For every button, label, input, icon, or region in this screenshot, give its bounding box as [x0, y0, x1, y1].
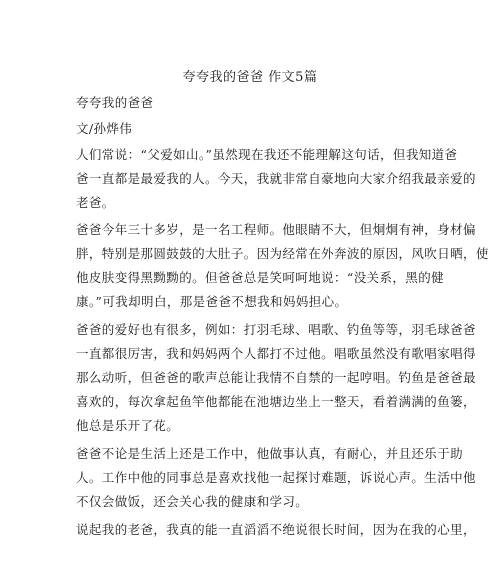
text-line: 胖，特别是那圆鼓鼓的大肚子。因为经常在外奔波的原因，风吹日晒，使 — [76, 246, 489, 261]
document-title: 夸夸我的爸爸 作文5篇 — [182, 70, 318, 85]
text-line: 爸爸的爱好也有很多，例如：打羽毛球、唱歌、钓鱼等等，羽毛球爸爸 — [76, 322, 476, 337]
author-line: 文/孙烨伟 — [76, 121, 133, 136]
text-line: 他总是乐开了花。 — [76, 418, 180, 433]
text-line: 他皮肤变得黑黝黝的。但爸爸总是笑呵呵地说：“没关系，黑的健 — [76, 270, 444, 285]
text-line: 一直都很厉害，我和妈妈两个人都打不过他。唱歌虽然没有歌唱家唱得 — [76, 346, 476, 361]
text-line: 人。工作中他的同事总是喜欢找他一起探讨难题，诉说心声。生活中他 — [76, 470, 476, 485]
text-line: 说起我的老爸，我真的能一直滔滔不绝说很长时间，因为在我的心里， — [76, 522, 476, 537]
text-line: 那么动听，但爸爸的歌声总能让我情不自禁的一起哼唱。钓鱼是爸爸最 — [76, 370, 476, 385]
text-line: 爸爸不论是生活上还是工作中，他做事认真，有耐心，并且还乐于助 — [76, 446, 464, 461]
text-line: 不仅会做饭，还会关心我的健康和学习。 — [76, 494, 309, 509]
text-line: 康。”可我却明白，那是爸爸不想我和妈妈担心。 — [76, 294, 348, 309]
essay-subtitle: 夸夸我的爸爸 — [76, 95, 154, 110]
text-line: 喜欢的，每次拿起鱼竿他都能在池塘边坐上一整天，看着满满的鱼篓， — [76, 394, 476, 409]
text-line: 人们常说：“父爱如山。”虽然现在我还不能理解这句话，但我知道爸 — [76, 147, 458, 162]
text-line: 爸爸今年三十多岁，是一名工程师。他眼睛不大，但炯炯有神，身材偏 — [76, 222, 476, 237]
text-line: 爸一直都是最爱我的人。今天，我就非常自豪地向大家介绍我最亲爱的 — [76, 171, 476, 186]
text-line: 老爸。 — [76, 195, 115, 210]
